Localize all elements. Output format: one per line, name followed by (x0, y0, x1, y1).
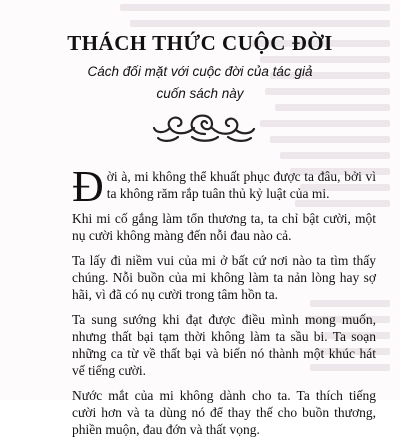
paragraph: Ta lấy đi niềm vui của mi ở bất cứ nơi nào ta tìm thấy chúng. Nỗi buồn của mi không làm ta nản lòng hay sợ hãi, vì đã có nụ cười trong tâm hồn ta. (72, 253, 376, 302)
chapter-subtitle-line-2: cuốn sách này (156, 86, 244, 101)
paragraph (72, 162, 376, 211)
chapter-body (72, 162, 376, 446)
paragraph: Khi mi cố gắng làm tổn thương ta, ta chỉ bật cười, một nụ cười không màng đến nỗi đau nào cả. (72, 211, 376, 243)
chapter-title: THÁCH THỨC CUỘC ĐỜI (67, 31, 333, 55)
paragraph-text: ời à, mi không thể khuất phục được ta đâu, bởi vì ta không răm rắp tuân thủ kỷ luật của mi. (106, 169, 376, 201)
paragraph: Nước mắt của mi không dành cho ta. Ta thích tiếng cười hơn và ta dùng nó để thay thế cho buồn thương, phiền muộn, đau đớn và thất vọng. (72, 388, 376, 437)
chapter-subtitle-line-1: Cách đối mặt với cuộc đời của tác giả (87, 64, 313, 79)
swirl-ornament-icon (150, 104, 260, 148)
paragraph: Ta sung sướng khi đạt được điều mình mong muốn, nhưng thất bại tạm thời không làm ta sầu bi. Ta soạn những ca từ về thất bại và biến nó thành một khúc hát vế tiếng cười. (72, 312, 376, 378)
drop-cap: Đ (72, 162, 104, 211)
